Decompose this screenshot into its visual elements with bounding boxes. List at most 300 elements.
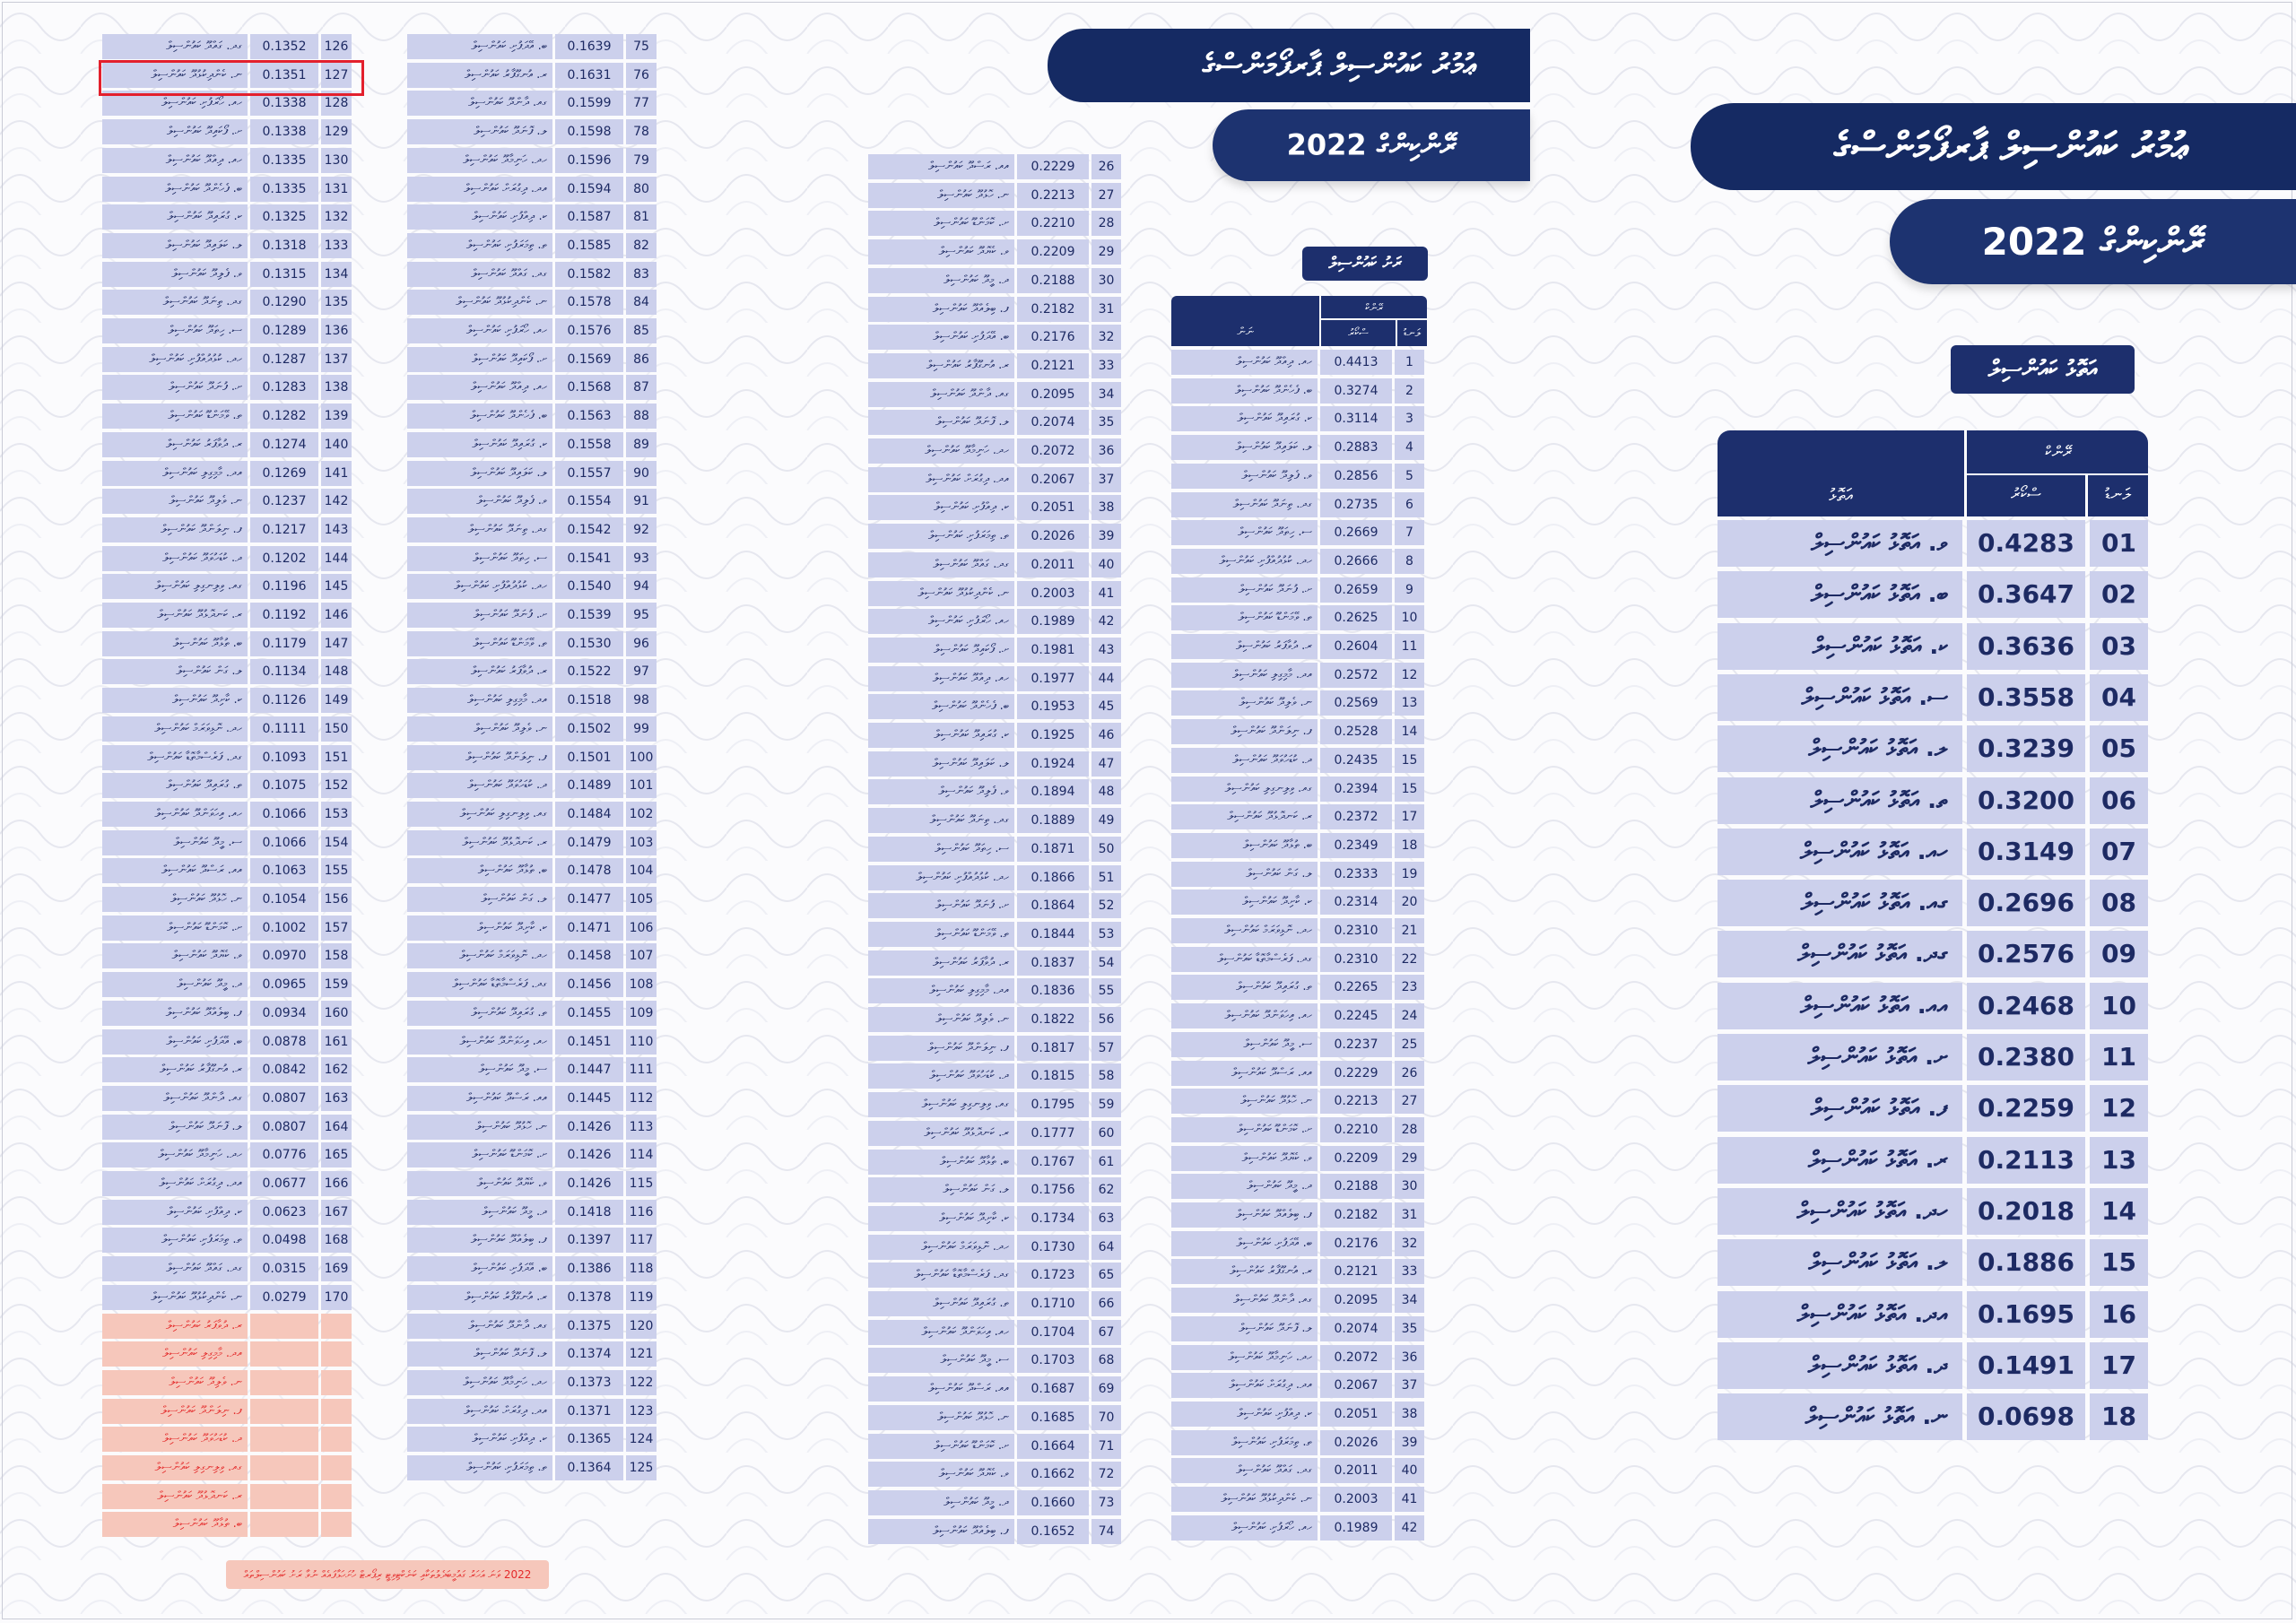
council-score: 0.2011	[1320, 1458, 1392, 1483]
atoll-group-header: ރޭންކް	[2045, 443, 2072, 462]
council-name: ދ. ކުޑަހުވަދޫ ކައުންސިލް	[407, 773, 552, 798]
council-name: ނ. ވެލިދޫ ކައުންސިލް	[102, 1370, 248, 1395]
council-score: 0.0776	[250, 1142, 318, 1167]
council-rank: 90	[626, 461, 657, 486]
council-score: 0.1289	[250, 318, 318, 343]
council-score: 0.1598	[555, 119, 623, 144]
council-score: 0.1539	[555, 603, 623, 628]
council-rank: 149	[321, 688, 352, 713]
council-rank: 55	[1091, 978, 1121, 1003]
council-score: 0.2735	[1320, 492, 1392, 517]
atoll-score: 0.3647	[1967, 571, 2085, 618]
council-score: 0.0498	[250, 1228, 318, 1253]
council-score: 0.2074	[1320, 1316, 1392, 1341]
council-name: ފ. ނިލަންދޫ ކައުންސިލް	[407, 745, 552, 770]
council-rank: 140	[321, 432, 352, 457]
atoll-rank: 10	[2090, 983, 2148, 1029]
atoll-table-row	[1718, 931, 2148, 977]
council-name: ދ. މީދޫ ކައުންސިލް	[102, 972, 248, 997]
council-name: ނ. ހޮޅުދޫ ކައުންސިލް	[868, 1405, 1014, 1430]
council-name: ހއ. އިހަވަންދޫ ކައުންސިލް	[1171, 1003, 1318, 1028]
council-rank: 91	[626, 489, 657, 514]
council-rank: 50	[1091, 837, 1121, 862]
council-score: 0.2349	[1320, 833, 1392, 858]
main-title-banner	[1691, 103, 2296, 190]
council-score: 0.1126	[250, 688, 318, 713]
council-score: 0.2229	[1320, 1061, 1392, 1086]
council-score: 0.1338	[250, 119, 318, 144]
council-name: ހދ. ހަނިމާދޫ ކައުންސިލް	[1171, 1345, 1318, 1370]
atoll-score: 0.2380	[1967, 1034, 2085, 1081]
atoll-name: އދ. އަތޮޅު ކައުންސިލް	[1718, 1291, 1962, 1338]
council-score	[250, 1427, 318, 1452]
council-score: 0.1795	[1017, 1092, 1089, 1117]
council-name: ބ. ތުޅާދޫ ކައުންސިލް	[1171, 833, 1318, 858]
atoll-name: ލ. އަތޮޅު ކައުންސިލް	[1718, 725, 1962, 772]
atoll-rank: 13	[2090, 1137, 2148, 1184]
council-name: ގދ. ގައްދޫ ކައުންސިލް	[407, 262, 552, 287]
council-name: ރ. ދުވާފަރު ކައުންސިލް	[102, 1314, 248, 1339]
atoll-score: 0.0698	[1967, 1393, 2085, 1440]
council-name: ލ. ގަން ކައުންސިލް	[407, 887, 552, 912]
council-score: 0.1282	[250, 404, 318, 429]
atoll-rank: 11	[2090, 1034, 2148, 1081]
council-name: ށ. ކޮމަންޑޫ ކައުންސިލް	[868, 211, 1014, 236]
council-name: ގއ. ވިލިނގިލި ކައުންސިލް	[102, 1455, 248, 1480]
island-rank-header: ލަނޑު	[1403, 326, 1422, 339]
council-score: 0.1217	[250, 517, 318, 542]
council-score: 0.2176	[1017, 325, 1089, 350]
council-score: 0.1530	[555, 631, 623, 656]
council-rank: 153	[321, 802, 352, 827]
council-rank: 158	[321, 943, 352, 968]
council-score: 0.2528	[1320, 719, 1392, 744]
council-score: 0.1889	[1017, 808, 1089, 833]
council-score	[250, 1314, 318, 1339]
council-score: 0.1455	[555, 1001, 623, 1026]
council-rank: 57	[1091, 1036, 1121, 1061]
council-score: 0.1484	[555, 802, 623, 827]
council-rank: 12	[1395, 663, 1424, 688]
council-rank: 162	[321, 1057, 352, 1082]
council-name: ދ. މީދޫ ކައުންސިލް	[1171, 1174, 1318, 1199]
council-name: ތ. ވޭމަންޑޫ ކައުންސިލް	[102, 404, 248, 429]
council-score: 0.2372	[1320, 804, 1392, 829]
council-rank: 81	[626, 204, 657, 230]
council-score: 0.2176	[1320, 1231, 1392, 1256]
council-name: ހއ. އިހަވަންދޫ ކައުންސިލް	[868, 1320, 1014, 1345]
council-name: ސ. މީދޫ ކައުންސިލް	[1171, 1032, 1318, 1057]
council-rank: 143	[321, 517, 352, 542]
council-rank: 133	[321, 233, 352, 258]
council-score: 0.2310	[1320, 947, 1392, 972]
council-rank: 33	[1395, 1259, 1424, 1284]
council-name: ސ. ހިތަދޫ ކައުންސިލް	[102, 318, 248, 343]
council-rank: 6	[1395, 492, 1424, 517]
council-name: ކ. ކާށިދޫ ކައުންސިލް	[407, 916, 552, 941]
council-rank: 107	[626, 943, 657, 968]
atoll-table-row	[1718, 777, 2148, 824]
council-rank: 102	[626, 802, 657, 827]
council-name: ނ. ކެންދިކުޅުދޫ ކައުންސިލް	[102, 1285, 248, 1310]
council-rank: 33	[1091, 353, 1121, 378]
council-score: 0.1093	[250, 745, 318, 770]
council-name: އދ. ދިގުރަށް ކައުންސިލް	[1171, 1373, 1318, 1398]
council-rank: 31	[1091, 297, 1121, 322]
council-score: 0.2026	[1017, 524, 1089, 549]
council-rank: 47	[1091, 751, 1121, 777]
council-rank: 61	[1091, 1150, 1121, 1175]
council-rank: 96	[626, 631, 657, 656]
atoll-name: ރ. އަތޮޅު ކައުންސިލް	[1718, 1137, 1962, 1184]
council-score: 0.1894	[1017, 779, 1089, 804]
atoll-name: ށ. އަތޮޅު ކައުންސިލް	[1718, 1034, 1962, 1081]
council-name: ހދ. ހަނިމާދޫ ކައުންސިލް	[868, 438, 1014, 464]
council-rank	[321, 1512, 352, 1537]
council-score: 0.1287	[250, 347, 318, 372]
island-title: ޢުމުރު ކައުންސިލް ޕާރފޯމަންސްގެ	[1202, 48, 1476, 83]
council-name: ހއ. ދިއްދޫ ކައުންސިލް	[407, 375, 552, 400]
council-score: 0.2209	[1320, 1146, 1392, 1171]
atoll-name: ފ. އަތޮޅު ކައުންސިލް	[1718, 1085, 1962, 1132]
island-table-header	[1171, 296, 1427, 346]
council-name: ރ. ދުވާފަރު ކައުންސިލް	[868, 950, 1014, 976]
atoll-table-row	[1718, 571, 2148, 618]
council-score: 0.2003	[1320, 1487, 1392, 1512]
council-name: ގދ. ގައްދޫ ކައުންސިލް	[102, 1256, 248, 1281]
council-rank: 105	[626, 887, 657, 912]
council-rank: 25	[1395, 1032, 1424, 1057]
council-rank: 68	[1091, 1348, 1121, 1373]
council-rank: 155	[321, 858, 352, 883]
council-score: 0.2310	[1320, 918, 1392, 943]
council-score: 0.2003	[1017, 581, 1089, 606]
council-rank: 161	[321, 1029, 352, 1055]
council-name: ހއ. ދިއްދޫ ކައުންސިލް	[1171, 350, 1318, 375]
council-score: 0.1704	[1017, 1320, 1089, 1345]
council-name: އދ. މާމިގިލި ކައުންސިލް	[102, 461, 248, 486]
council-rank: 147	[321, 631, 352, 656]
atoll-name: ބ. އަތޮޅު ކައުންސިލް	[1718, 571, 1962, 618]
council-name: އއ. ރަސްދޫ ކައުންސިލް	[868, 154, 1014, 179]
council-rank: 28	[1395, 1117, 1424, 1142]
atoll-score: 0.1886	[1967, 1239, 2085, 1286]
council-rank: 126	[321, 34, 352, 59]
atoll-table-row	[1718, 880, 2148, 926]
council-score: 0.0623	[250, 1200, 318, 1225]
council-score: 0.2121	[1017, 353, 1089, 378]
council-rank: 148	[321, 659, 352, 684]
council-name: ގދ. ފަރެސްމާތޮޑާ ކައުންސިލް	[102, 745, 248, 770]
council-score: 0.1338	[250, 91, 318, 116]
council-rank: 110	[626, 1029, 657, 1055]
council-score: 0.1477	[555, 887, 623, 912]
council-rank: 13	[1395, 690, 1424, 716]
council-name: ތ. ގުރައިދޫ ކައުންސިލް	[1171, 975, 1318, 1000]
council-name: ގއ. ވިލިނގިލި ކައުންސިލް	[407, 802, 552, 827]
council-name: ތ. ތިމަރަފުށި ކައުންސިލް	[407, 233, 552, 258]
council-rank: 84	[626, 290, 657, 315]
council-rank: 130	[321, 148, 352, 173]
council-rank: 99	[626, 716, 657, 742]
council-name: އދ. މާމިގިލި ކައުންސިލް	[102, 1341, 248, 1367]
atoll-rank: 07	[2090, 829, 2148, 875]
council-rank: 100	[626, 745, 657, 770]
council-name: ގދ. ފަރެސްމާތޮޑާ ކައުންސިލް	[407, 972, 552, 997]
council-rank: 42	[1395, 1515, 1424, 1541]
council-rank: 40	[1395, 1458, 1424, 1483]
council-rank: 154	[321, 830, 352, 855]
council-name: ރ. ކަނދޮޅުދޫ ކައުންސިލް	[102, 603, 248, 628]
council-score: 0.1335	[250, 148, 318, 173]
atoll-table-row	[1718, 725, 2148, 772]
council-name: ފ. ނިލަންދޫ ކައުންސިލް	[868, 1036, 1014, 1061]
council-rank: 45	[1091, 694, 1121, 719]
council-score: 0.0965	[250, 972, 318, 997]
council-name: ނ. ހޮޅުދޫ ކައުންސިލް	[1171, 1089, 1318, 1114]
council-rank: 88	[626, 404, 657, 429]
council-rank: 93	[626, 546, 657, 571]
council-rank: 40	[1091, 552, 1121, 577]
council-rank: 122	[626, 1370, 657, 1395]
council-rank: 123	[626, 1399, 657, 1424]
council-score: 0.1426	[555, 1142, 623, 1167]
council-name: ހއ. ހޯރަފުށި ކައުންސިލް	[407, 318, 552, 343]
council-name: ވ. ކެޔޮދޫ ކައުންސިލް	[407, 1171, 552, 1196]
council-name: ކ. ދިއްފުށި ކައުންސިލް	[868, 495, 1014, 520]
council-name: އއ. ރަސްދޫ ކައުންސިލް	[868, 1376, 1014, 1402]
council-score: 0.1540	[555, 574, 623, 599]
council-name: އއ. ރަސްދޫ ކައުންސިލް	[407, 1086, 552, 1111]
council-name: ބ. ތުޅާދޫ ކައުންސިލް	[868, 1150, 1014, 1175]
council-name: ލ. ފޮނަދޫ ކައުންސިލް	[102, 1115, 248, 1140]
council-score: 0.1374	[555, 1341, 623, 1367]
council-rank: 37	[1395, 1373, 1424, 1398]
council-rank: 151	[321, 745, 352, 770]
council-score: 0.1489	[555, 773, 623, 798]
council-name: ނ. ކެންދިކުޅުދޫ ކައުންސިލް	[1171, 1487, 1318, 1512]
council-rank: 53	[1091, 922, 1121, 947]
council-rank: 115	[626, 1171, 657, 1196]
council-score: 0.1426	[555, 1115, 623, 1140]
council-name: ދ. ކުޑަހުވަދޫ ކައުންސިލް	[1171, 748, 1318, 773]
atoll-table-row	[1718, 1137, 2148, 1184]
atoll-rank: 15	[2090, 1239, 2148, 1286]
council-rank: 43	[1091, 638, 1121, 663]
council-rank: 21	[1395, 918, 1424, 943]
atoll-table-row	[1718, 1085, 2148, 1132]
council-score: 0.2188	[1017, 268, 1089, 293]
atoll-rank: 16	[2090, 1291, 2148, 1338]
council-score: 0.1542	[555, 517, 623, 542]
council-rank: 76	[626, 63, 657, 88]
council-name: ނ. ހޮޅުދޫ ކައުންސިލް	[868, 183, 1014, 208]
council-rank: 136	[321, 318, 352, 343]
council-name: ނ. ވެލިދޫ ކައުންސިލް	[102, 489, 248, 514]
council-name: ބ. ތުޅާދޫ ކައުންސިލް	[102, 1512, 248, 1537]
council-score: 0.1652	[1017, 1519, 1089, 1544]
council-name: އދ. ދިގުރަށް ކައުންސިލް	[868, 467, 1014, 492]
council-rank: 10	[1395, 605, 1424, 630]
council-score: 0.2245	[1320, 1003, 1392, 1028]
council-name: ބ. އޭދަފުށި ކައުންސިލް	[868, 325, 1014, 350]
council-score: 0.1569	[555, 347, 623, 372]
council-rank: 164	[321, 1115, 352, 1140]
council-score: 0.1202	[250, 546, 318, 571]
council-rank: 83	[626, 262, 657, 287]
council-name: ތ. ގުރައިދޫ ކައުންސިލް	[868, 1291, 1014, 1316]
council-rank: 37	[1091, 467, 1121, 492]
council-rank: 29	[1091, 239, 1121, 265]
council-rank: 41	[1395, 1487, 1424, 1512]
council-name: ގއ. ދާންދޫ ކައުންސިލް	[868, 382, 1014, 407]
council-name: ހދ. ކުޅުދުއްފުށި ކައުންސިލް	[868, 865, 1014, 890]
council-name: ށ. ފުނަދޫ ކައުންސިލް	[868, 893, 1014, 918]
council-rank: 34	[1091, 382, 1121, 407]
council-score: 0.1179	[250, 631, 318, 656]
atoll-name: އއ. އަތޮޅު ކައުންސިލް	[1718, 983, 1962, 1029]
highlight-box-rank-127	[99, 60, 364, 96]
council-rank: 97	[626, 659, 657, 684]
council-name: ބ. ތުޅާދޫ ކައުންސިލް	[102, 631, 248, 656]
council-name: ލ. ފޮނަދޫ ކައުންސިލް	[407, 119, 552, 144]
council-name: ކ. ދިއްފުށި ކައުންސިލް	[102, 1200, 248, 1225]
council-name: ލ. ފޮނަދޫ ކައުންސިލް	[407, 1341, 552, 1367]
council-score: 0.1418	[555, 1200, 623, 1225]
atoll-score: 0.4283	[1967, 520, 2085, 567]
council-score: 0.1196	[250, 574, 318, 599]
council-rank: 80	[626, 177, 657, 202]
council-rank: 125	[626, 1455, 657, 1480]
council-rank	[321, 1341, 352, 1367]
council-name: ބ. ފެހެންދޫ ކައުންސިލް	[868, 694, 1014, 719]
council-rank	[321, 1455, 352, 1480]
council-name: ހދ. ނޮޅިވަރަމް ކައުންސިލް	[868, 1235, 1014, 1260]
council-name: ށ. ފޯކައިދޫ ކައުންސިލް	[868, 638, 1014, 663]
council-name: ކ. ކާށިދޫ ކައުންސިލް	[1171, 890, 1318, 915]
council-name: ހއ. ހޯރަފުށި ކައުންސިލް	[102, 91, 248, 116]
atoll-section-label: އަތޮޅު ކައުންސިލް	[1987, 356, 2098, 383]
council-name: ހދ. ނޮޅިވަރަމް ކައުންސިލް	[407, 943, 552, 968]
council-name: ގދ. ތިނަދޫ ކައުންސިލް	[102, 290, 248, 315]
council-name: ރ. އުނގޫފާރު ކައުންސިލް	[102, 1057, 248, 1082]
council-rank: 117	[626, 1228, 657, 1253]
council-rank: 51	[1091, 865, 1121, 890]
council-rank: 108	[626, 972, 657, 997]
council-rank: 141	[321, 461, 352, 486]
council-rank: 166	[321, 1171, 352, 1196]
council-name: ތ. ވޭމަންޑޫ ކައުންސިލް	[868, 922, 1014, 947]
council-score: 0.0970	[250, 943, 318, 968]
council-rank: 82	[626, 233, 657, 258]
council-name: ލ. ފޮނަދޫ ކައުންސިލް	[1171, 1316, 1318, 1341]
council-name: ރ. ކަނދޮޅުދޫ ކައުންސިލް	[407, 830, 552, 855]
council-rank: 32	[1395, 1231, 1424, 1256]
council-name: ކ. ކާށިދޫ ކައުންސިލް	[102, 688, 248, 713]
council-score: 0.1576	[555, 318, 623, 343]
council-rank: 113	[626, 1115, 657, 1140]
council-rank: 22	[1395, 947, 1424, 972]
council-score: 0.2569	[1320, 690, 1392, 716]
council-name: ދ. ކުޑަހުވަދޫ ކައުންސިލް	[102, 1427, 248, 1452]
council-rank: 139	[321, 404, 352, 429]
council-name: ހއ. ދިއްދޫ ކައުންސިލް	[868, 666, 1014, 691]
council-name: ވ. ފެލިދޫ ކައުންސިލް	[407, 489, 552, 514]
council-name: ގއ. ދާންދޫ ކައުންސިލް	[407, 91, 552, 116]
council-name: ފ. ބިލެއްދޫ ކައުންސިލް	[1171, 1202, 1318, 1228]
council-score: 0.1274	[250, 432, 318, 457]
council-score: 0.1451	[555, 1029, 623, 1055]
council-rank: 24	[1395, 1003, 1424, 1028]
council-name: އދ. މާމިގިލި ކައުންސިލް	[868, 978, 1014, 1003]
council-name: ށ. ފޯކައިދޫ ކައުންސިލް	[407, 347, 552, 372]
council-name: ރ. ދުވާފަރު ކައުންސިލް	[1171, 634, 1318, 659]
council-rank: 36	[1091, 438, 1121, 464]
council-name: ދ. ކުޑަހުވަދޫ ކައުންސިލް	[102, 546, 248, 571]
council-rank: 29	[1395, 1146, 1424, 1171]
council-score: 0.1756	[1017, 1177, 1089, 1202]
council-rank: 5	[1395, 464, 1424, 489]
council-name: ކ. ގުރައިދޫ ކައުންސިލް	[868, 723, 1014, 748]
council-name: ގދ. ފަރެސްމާތޮޑާ ކައުންސިލް	[868, 1263, 1014, 1288]
council-name: ސ. މީދޫ ކައުންސިލް	[868, 1348, 1014, 1373]
atoll-rank: 17	[2090, 1342, 2148, 1389]
council-name: ހއ. ހޯރަފުށި ކައުންސިލް	[868, 609, 1014, 634]
council-name: ހދ. ކުޅުދުއްފުށި ކައުންސިލް	[102, 347, 248, 372]
council-score: 0.1599	[555, 91, 623, 116]
council-name: ނ. ހޮޅުދޫ ކައުންސިލް	[102, 887, 248, 912]
council-score: 0.1703	[1017, 1348, 1089, 1373]
council-rank: 119	[626, 1285, 657, 1310]
council-name: ބ. ފެހެންދޫ ކައުންސިލް	[1171, 378, 1318, 404]
council-rank: 4	[1395, 435, 1424, 460]
council-name: ހއ. އިހަވަންދޫ ކައުންސިލް	[407, 1029, 552, 1055]
council-name: އއ. ރަސްދޫ ކައުންސިލް	[102, 858, 248, 883]
island-name-header: ނަން	[1237, 325, 1254, 339]
council-score: 0.2072	[1320, 1345, 1392, 1370]
council-score: 0.1397	[555, 1228, 623, 1253]
council-rank: 3	[1395, 406, 1424, 431]
council-name: ތ. ގުރައިދޫ ކައުންސިލް	[102, 773, 248, 798]
council-name: ގއ. ދާންދޫ ކައުންސިލް	[1171, 1288, 1318, 1313]
council-rank: 39	[1395, 1430, 1424, 1455]
council-rank: 144	[321, 546, 352, 571]
island-score-header: ސްކޯރު	[1348, 326, 1369, 339]
atoll-table-row	[1718, 1393, 2148, 1440]
council-name: ހދ. ކުޅުދުއްފުށި ކައުންސިލް	[407, 574, 552, 599]
council-rank: 111	[626, 1057, 657, 1082]
council-rank: 60	[1091, 1121, 1121, 1146]
council-score: 0.1989	[1320, 1515, 1392, 1541]
council-rank: 71	[1091, 1434, 1121, 1459]
council-name: ކ. ގުރައިދޫ ކައުންސިލް	[102, 204, 248, 230]
year-pill	[1890, 199, 2296, 284]
council-rank: 26	[1091, 154, 1121, 179]
council-score: 0.1518	[555, 688, 623, 713]
council-name: ގއ. ދާންދޫ ކައުންސިލް	[102, 1086, 248, 1111]
council-rank: 131	[321, 177, 352, 202]
atoll-table-row	[1718, 520, 2148, 567]
council-score: 0.1315	[250, 262, 318, 287]
council-rank: 70	[1091, 1405, 1121, 1430]
council-score: 0.2182	[1017, 297, 1089, 322]
council-rank: 34	[1395, 1288, 1424, 1313]
council-score: 0.1953	[1017, 694, 1089, 719]
council-rank: 58	[1091, 1063, 1121, 1089]
atoll-score: 0.3558	[1967, 674, 2085, 721]
council-name: ރ. ދުވާފަރު ކައުންސިލް	[407, 659, 552, 684]
council-rank: 36	[1395, 1345, 1424, 1370]
